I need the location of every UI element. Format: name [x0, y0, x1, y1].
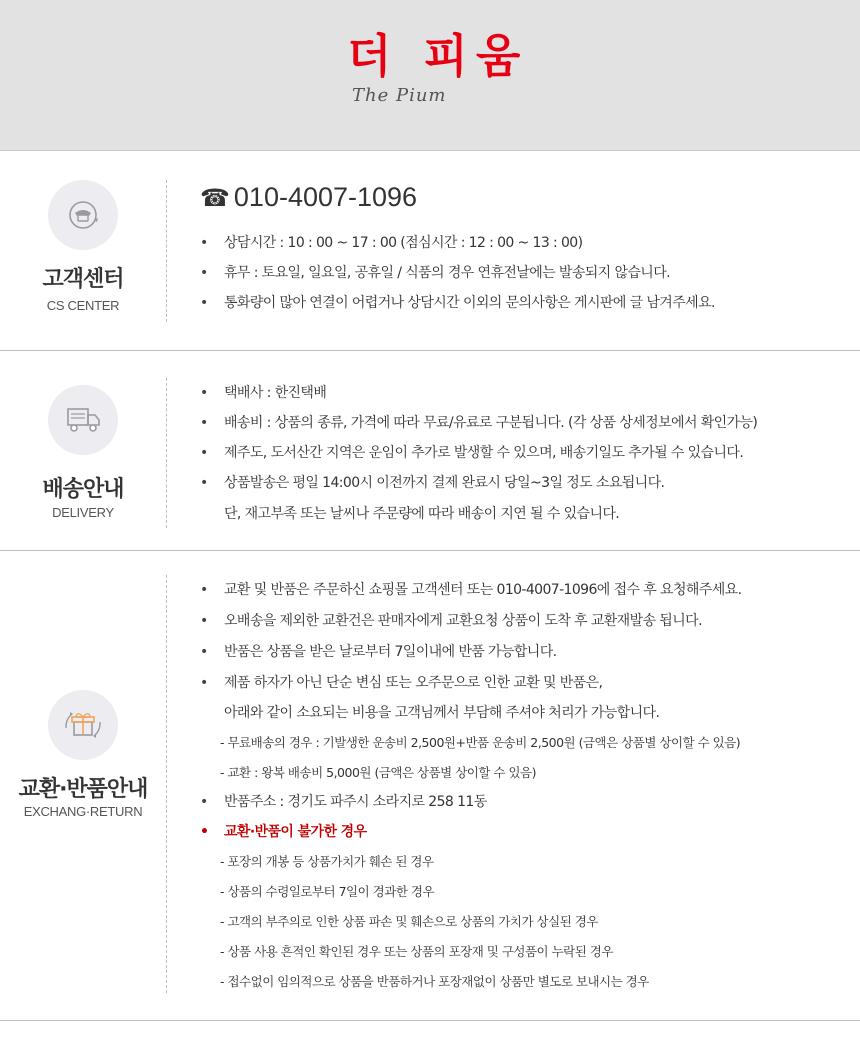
- cs-item: • 휴무 : 토요일, 일요일, 공휴일 / 식품의 경우 연휴전날에는 발송되지 않습니다.: [200, 265, 671, 281]
- exchange-item: • 오배송을 제외한 교환건은 판매자에게 교환요청 상품이 도착 후 교환재발송 됩니다.: [200, 613, 702, 629]
- section-divider-dashed: [166, 180, 167, 322]
- cs-subtitle: CS CENTER: [46, 298, 120, 313]
- cs-item: • 상담시간 : 10 : 00 ~ 17 : 00 (점심시간 : 12 : 00 ~ 13 : 00): [200, 235, 583, 251]
- delivery-subtitle: DELIVERY: [52, 505, 114, 520]
- brand-logo-subtitle: The Pium: [352, 85, 447, 106]
- not-allowed-item: - 상품의 수령일로부터 7일이 경과한 경우: [220, 884, 435, 899]
- exchange-title: 교환·반품안내: [18, 777, 148, 802]
- exchange-item: • 제품 하자가 아닌 단순 변심 또는 오주문으로 인한 교환 및 반품은,: [200, 675, 603, 691]
- delivery-title: 배송안내: [42, 477, 124, 502]
- delivery-item: • 배송비 : 상품의 종류, 가격에 따라 무료/유료로 구분됩니다. (각 상품 상세정보에서 확인가능): [200, 415, 758, 431]
- delivery-icon-circle: [48, 385, 118, 455]
- section-divider: [0, 550, 860, 551]
- gift-return-icon: [48, 690, 118, 760]
- cs-item: • 통화량이 많아 연결이 어렵거나 상담시간 이외의 문의사항은 게시판에 글 남겨주세요.: [200, 295, 715, 311]
- exchange-item-continuation: 아래와 같이 소요되는 비용을 고객님께서 부담해 주셔야 처리가 가능합니다.: [224, 705, 660, 721]
- not-allowed-item: - 고객의 부주의로 인한 상품 파손 및 훼손으로 상품의 가치가 상실된 경우: [220, 914, 598, 929]
- exchange-icon-circle: [48, 690, 118, 760]
- cs-icon-circle: [48, 180, 118, 250]
- delivery-item: • 상품발송은 평일 14:00시 이전까지 결제 완료시 당일~3일 정도 소요됩니다.: [200, 475, 665, 491]
- header-banner: [0, 0, 860, 151]
- exchange-cost-item: - 무료배송의 경우 : 기발생한 운송비 2,500원+반품 운송비 2,500원 (금액은 상품별 상이할 수 있음): [220, 735, 741, 750]
- exchange-cost-item: - 교환 : 왕복 배송비 5,000원 (금액은 상품별 상이할 수 있음): [220, 765, 536, 780]
- brand-logo: 더 피움: [347, 29, 529, 83]
- cs-phone-number[interactable]: 010-4007-1096: [233, 182, 418, 212]
- section-divider-dashed: [166, 575, 167, 993]
- delivery-item: • 제주도, 도서산간 지역은 운임이 추가로 발생할 수 있으며, 배송기일도 추가될 수 있습니다.: [200, 445, 744, 461]
- not-allowed-item: - 상품 사용 흔적인 확인된 경우 또는 상품의 포장재 및 구성품이 누락된 경우: [220, 944, 613, 959]
- section-divider: [0, 1020, 860, 1021]
- cs-phone[interactable]: [200, 180, 417, 216]
- phone-icon: [48, 180, 118, 250]
- delivery-item-continuation: 단, 재고부족 또는 날씨나 주문량에 따라 배송이 지연 될 수 있습니다.: [224, 506, 620, 522]
- delivery-item: • 택배사 : 한진택배: [200, 385, 327, 401]
- not-allowed-heading: • 교환·반품이 불가한 경우: [200, 824, 367, 840]
- section-divider: [0, 350, 860, 351]
- not-allowed-item: - 포장의 개봉 등 상품가치가 훼손 된 경우: [220, 854, 434, 869]
- telephone-icon: ☎: [200, 185, 230, 212]
- truck-icon: [48, 385, 118, 455]
- not-allowed-item: - 접수없이 임의적으로 상품을 반품하거나 포장재없이 상품만 별도로 보내시는 경우: [220, 974, 649, 989]
- cs-title: 고객센터: [42, 267, 124, 292]
- exchange-item: • 교환 및 반품은 주문하신 쇼핑몰 고객센터 또는 010-4007-1096에 접수 후 요청해주세요.: [200, 582, 742, 598]
- exchange-item: • 반품은 상품을 받은 날로부터 7일이내에 반품 가능합니다.: [200, 644, 557, 660]
- exchange-subtitle: EXCHANG·RETURN: [23, 804, 143, 819]
- return-address: • 반품주소 : 경기도 파주시 소라지로 258 11동: [200, 794, 487, 810]
- section-divider-dashed: [166, 378, 167, 528]
